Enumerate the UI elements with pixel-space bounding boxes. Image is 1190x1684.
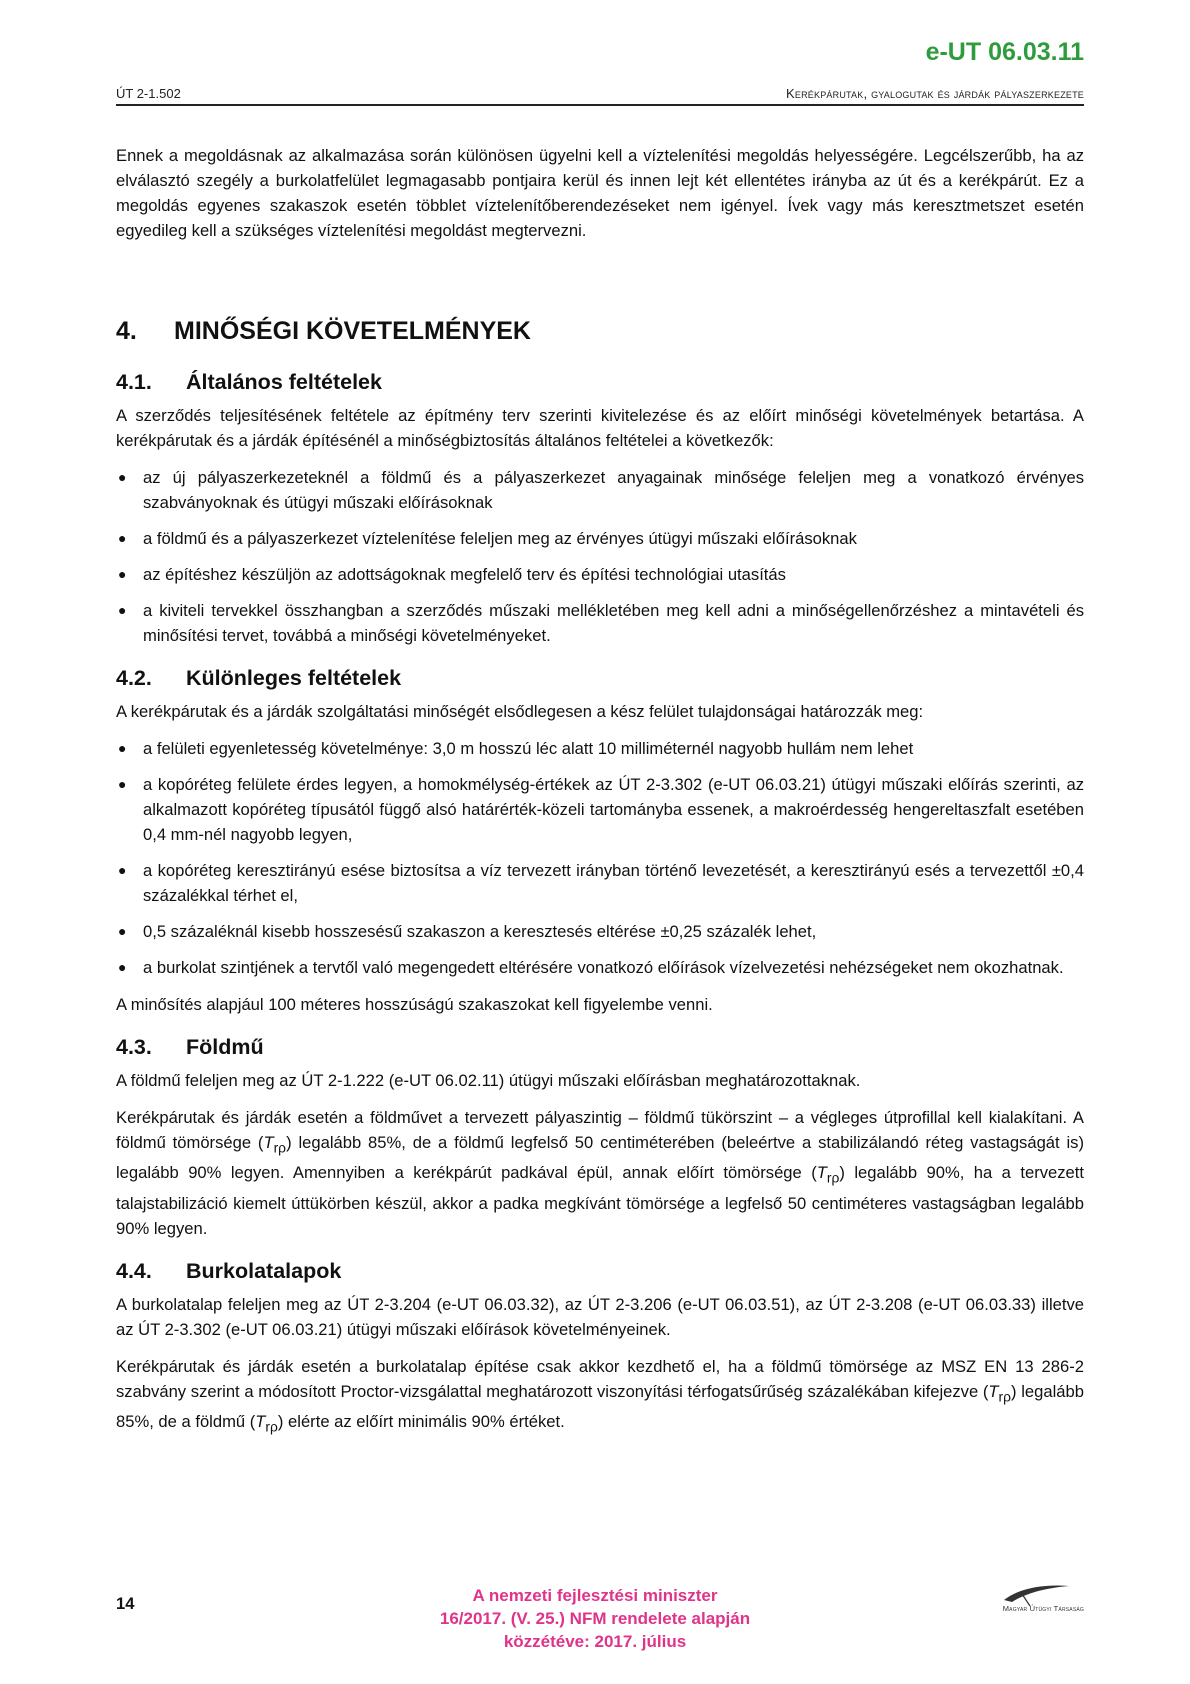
section-number: 4.1. xyxy=(116,370,152,394)
section-4-1-heading xyxy=(116,370,1084,395)
symbol-t: T xyxy=(988,1381,999,1401)
section-4-2-closing: A minősítés alapjául 100 méteres hosszúságú szakaszokat kell figyelembe venni. xyxy=(116,995,713,1014)
section-4-2-list xyxy=(116,736,1084,980)
section-title: Burkolatalapok xyxy=(186,1258,342,1283)
page-content xyxy=(116,143,1084,1451)
header-rule xyxy=(116,104,1084,106)
symbol-subscript: rρ xyxy=(273,1139,287,1156)
section-number: 4.3. xyxy=(116,1035,152,1059)
list-item: ● a kiviteli tervekkel összhangban a szerződés műszaki mellékletében meg kell adni a minőségellenőrzéshez a mintavételi és minősítési tervet, továbbá a minőségi követelményeket. xyxy=(116,598,1084,648)
symbol-subscript: rρ xyxy=(265,1418,278,1435)
page-number: 14 xyxy=(116,1594,135,1613)
footer-publication-note xyxy=(395,1584,795,1653)
section-title: Különleges feltételek xyxy=(186,666,402,690)
header-left: ÚT 2-1.502 xyxy=(116,86,181,101)
section-title: Általános feltételek xyxy=(186,370,382,394)
list-item: ● a földmű és a pályaszerkezet víztelenítése feleljen meg az érvényes útügyi műszaki előírásoknak xyxy=(116,526,1084,551)
section-4-4-paragraph-1: A burkolatalap feleljen meg az ÚT 2-3.204 (e-UT 06.03.32), az ÚT 2-3.206 (e-UT 06.03.51), az ÚT 2-3.208 (e-UT 06.03.33) illetve az ÚT 2-3.302 (e-UT 06.03.21) útügyi műszaki előírások követelményeinek. xyxy=(116,1294,1084,1339)
chapter-title: MINŐSÉGI KÖVETELMÉNYEK xyxy=(174,317,531,345)
section-4-2-heading xyxy=(116,666,1084,691)
bullet-icon: ● xyxy=(118,959,127,975)
section-4-2-paragraph: A kerékpárutak és a járdák szolgáltatási minőségét elsődlegesen a kész felület tulajdonságai határozzák meg: xyxy=(116,702,924,721)
section-title: Földmű xyxy=(186,1035,264,1059)
bullet-icon: ● xyxy=(118,566,127,582)
section-4-3-heading xyxy=(116,1035,1084,1060)
society-logo-text: Magyar Útügyi Társaság xyxy=(1002,1604,1084,1613)
chapter-heading xyxy=(116,319,1084,344)
symbol-t: T xyxy=(816,1163,827,1183)
list-item: ● az új pályaszerkezeteknél a földmű és a pályaszerkezet anyagainak minősége feleljen meg a vonatkozó érvényes szabványoknak és útügyi műszaki előírásoknak xyxy=(116,465,1084,515)
footer-line-1: A nemzeti fejlesztési miniszter xyxy=(472,1586,718,1605)
list-item: ● a kopóréteg felülete érdes legyen, a homokmélység-értékek az ÚT 2-3.302 (e-UT 06.03.21) útügyi műszaki előírás szerinti, az alkalmazott kopóréteg típusától függő alsó határérték-közeli tartományba essenek, a makroérdesség hengereltaszfalt esetében 0,4 mm-nél nagyobb legyen, xyxy=(116,772,1084,847)
chapter-number: 4. xyxy=(116,317,137,345)
list-item: ● a kopóréteg keresztirányú esése biztosítsa a víz tervezett irányban történő levezetését, a keresztirányú esés a tervezettől ±0,4 százalékkal térhet el, xyxy=(116,858,1084,908)
bullet-icon: ● xyxy=(118,469,127,485)
list-item: ● 0,5 százaléknál kisebb hosszesésű szakaszon a keresztesés eltérése ±0,25 százalék lehet, xyxy=(116,919,1084,944)
section-number: 4.4. xyxy=(116,1258,152,1283)
bullet-icon: ● xyxy=(118,602,127,618)
list-item: ● az építéshez készüljön az adottságoknak megfelelő terv és építési technológiai utasítás xyxy=(116,562,1084,587)
bullet-icon: ● xyxy=(118,740,127,756)
list-item: ● a burkolat szintjének a tervtől való megengedett eltérésére vonatkozó előírások vízelvezetési nehézségeket nem okozhatnak. xyxy=(116,955,1084,980)
header-right: Kerékpárutak, gyalogutak és járdák pályaszerkezete xyxy=(786,86,1084,101)
footer-line-3: közzétéve: 2017. július xyxy=(503,1632,687,1651)
section-4-4-heading xyxy=(116,1259,1084,1284)
section-4-1-list xyxy=(116,465,1084,648)
list-item: ● a felületi egyenletesség követelménye: 3,0 m hosszú léc alatt 10 milliméternél nagyobb hullám nem lehet xyxy=(116,736,1084,761)
symbol-subscript: rρ xyxy=(998,1387,1012,1404)
section-number: 4.2. xyxy=(116,666,152,690)
intro-paragraph: Ennek a megoldásnak az alkalmazása során különösen ügyelni kell a víztelenítési megoldás helyességére. Legcélszerűbb, ha az elválasztó szegély a burkolatfelület legmagasabb pontjaira kerül és innen lejt két ellentétes irányba az út és a kerékpárút. Ez a megoldás egyenes szakaszok esetén többlet víztelenítőberendezéseket nem igényel. Ívek vagy más keresztmetszet esetén egyedileg kell a szükséges víztelenítési megoldást megtervezni. xyxy=(116,146,1084,240)
bullet-icon: ● xyxy=(118,923,127,939)
bullet-icon: ● xyxy=(118,530,127,546)
section-4-3-paragraph-2: Kerékpárutak és járdák esetén a földművet a tervezett pályaszintig – földmű tükörszint – a végleges útprofillal kell kialakítani. A földmű tömörsége $(T_{r\rho})$ legalább 85%, de a földmű legfelső 50 centiméterében (beleértve a stabilizálandó réteg vastagságát is) legalább 90% legyen. Amennyiben a kerékpárút padkával épül, annak előírt tömörsége $(T_{r\rho})$ legalább 90%, ha a tervezett talajstabilizáció kiemelt úttükörben készül, akkor a padka megkívánt tömörsége a legfelső 50 centiméteres vastagságban legalább 90% legyen. xyxy=(116,1108,1084,1238)
section-4-3-paragraph-1: A földmű feleljen meg az ÚT 2-1.222 (e-UT 06.02.11) útügyi műszaki előírásban meghatározottaknak. xyxy=(116,1071,861,1090)
symbol-subscript: rρ xyxy=(826,1169,840,1186)
bullet-icon: ● xyxy=(118,776,127,792)
symbol-t: T xyxy=(263,1133,274,1152)
bullet-icon: ● xyxy=(118,862,127,878)
footer-line-2: 16/2017. (V. 25.) NFM rendelete alapján xyxy=(439,1609,751,1628)
section-4-1-paragraph: A szerződés teljesítésének feltétele az építmény terv szerinti kivitelezése és az előírt minőségi követelmények betartása. A kerékpárutak és a járdák építésénél a minőségbiztosítás általános feltételei a következők: xyxy=(116,406,1084,450)
section-4-4-paragraph-2: Kerékpárutak és járdák esetén a burkolatalap építése csak akkor kezdhető el, ha a földmű tömörsége az MSZ EN 13 286-2 szabvány szerint a módosított Proctor-vizsgálattal meghatározott viszonyítási térfogatsűrűség százalékában kifejezve $(T_{r\rho})$ legalább 85%, de a földmű $(T_{r\rho})$ elérte az előírt minimális 90% értéket. xyxy=(116,1356,1084,1435)
doc-code: e-UT 06.03.11 xyxy=(925,38,1084,66)
symbol-t: T xyxy=(255,1411,266,1431)
